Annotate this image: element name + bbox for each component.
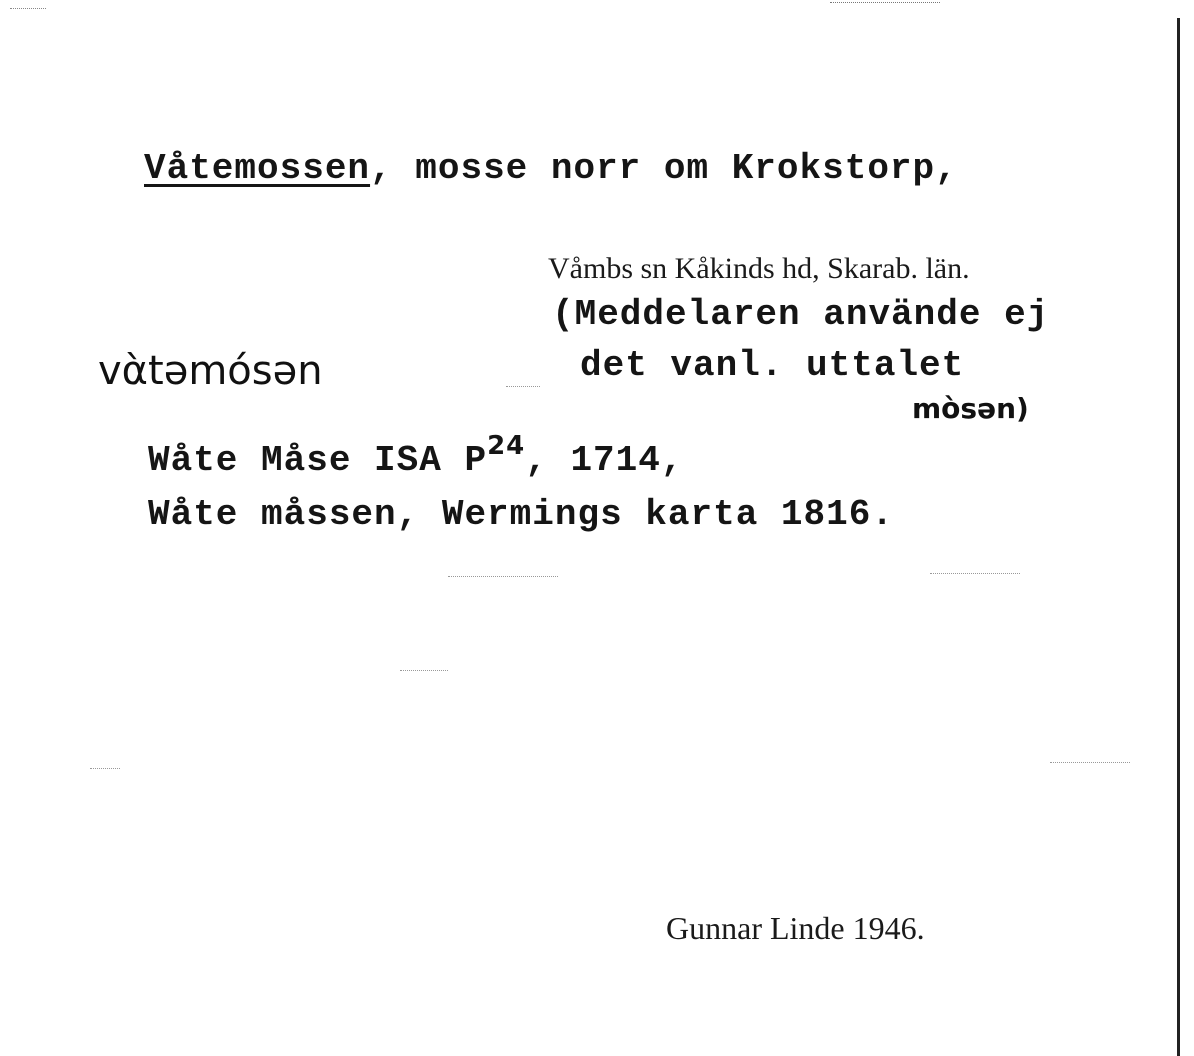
source-1-text: Wåte Måse ISA P xyxy=(148,440,488,481)
scan-speck xyxy=(1050,762,1130,764)
card-edge xyxy=(1177,18,1180,1056)
headword: Våtemossen xyxy=(144,148,371,189)
source-1-rest: , 1714, xyxy=(525,440,684,481)
note-line-1: (Meddelaren använde ej xyxy=(552,294,1050,335)
note-phonetic: mὸsən) xyxy=(912,392,1029,425)
scan-speck xyxy=(90,768,120,770)
scan-speck xyxy=(830,2,940,4)
signature: Gunnar Linde 1946. xyxy=(666,910,925,946)
scan-speck xyxy=(506,386,540,388)
phonetic-transcription: vὰtəmósən xyxy=(98,348,323,394)
source-1-superscript: 24 xyxy=(487,431,526,461)
scan-speck xyxy=(10,8,46,10)
title-line xyxy=(144,148,958,189)
title-rest: , mosse norr om Krokstorp, xyxy=(370,148,958,189)
scan-speck xyxy=(930,573,1020,575)
scan-speck xyxy=(448,576,558,578)
scan-speck xyxy=(400,670,448,672)
source-line-1 xyxy=(148,431,684,481)
location-line: Våmbs sn Kåkinds hd, Skarab. län. xyxy=(548,252,970,285)
note-line-2: det vanl. uttalet xyxy=(580,345,965,386)
source-line-2: Wåte måssen, Wermings karta 1816. xyxy=(148,494,894,535)
